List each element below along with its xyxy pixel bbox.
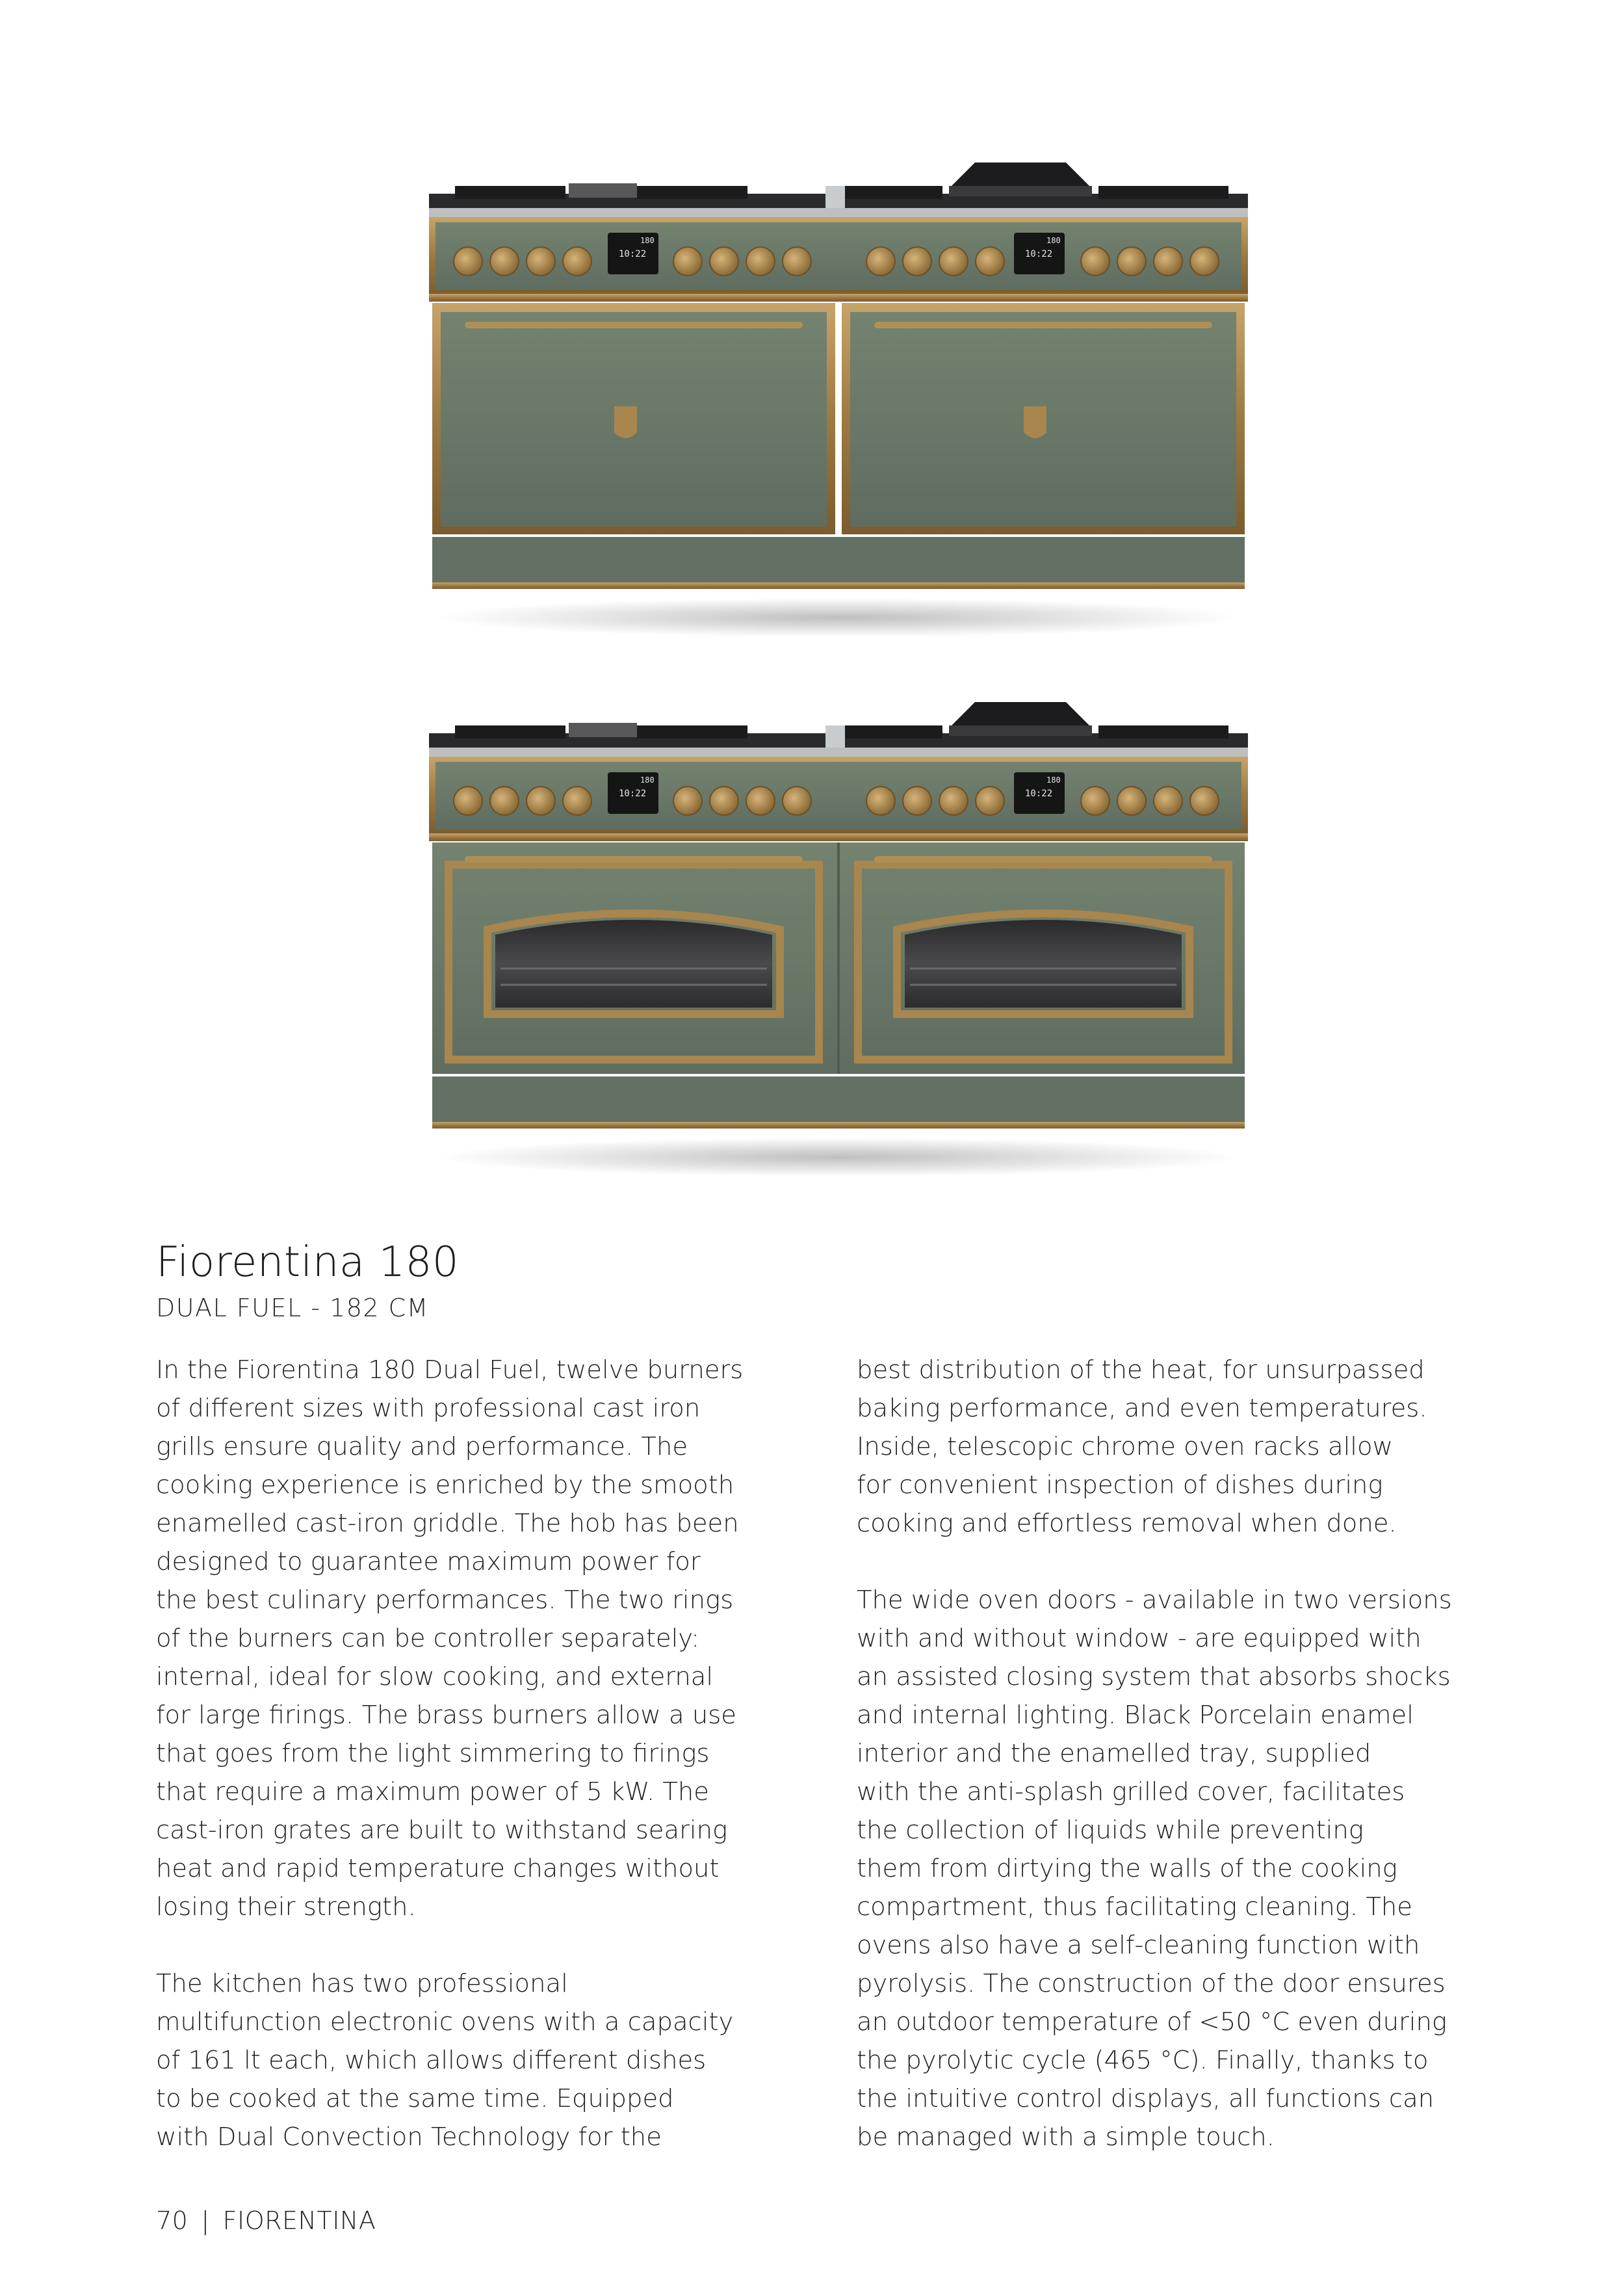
range-cooker-window-doors-image [416,689,1261,1209]
body-line: heat and rapid temperature changes without [156,1854,720,1883]
body-line: designed to guarantee maximum power for [156,1547,701,1576]
body-line: an outdoor temperature of <50 °C even during [857,2007,1448,2037]
body-line: with and without window - are equipped with [857,1624,1422,1653]
body-line: the intuitive control displays, all functions can [857,2084,1435,2113]
display-right-temp: 180 [1046,236,1061,245]
body-line: interior and the enamelled tray, supplied [857,1739,1371,1768]
body-right-column [857,1351,1513,2156]
body-line: of different sizes with professional cast iron [156,1394,701,1423]
display-right-time: 10:22 [1025,789,1053,799]
body-line: losing their strength. [156,1892,416,1922]
body-line: that require a maximum power of 5 kW. The [156,1777,709,1807]
body-line: an assisted closing system that absorbs shocks [857,1662,1451,1691]
body-line: Inside, telescopic chrome oven racks allow [857,1432,1394,1461]
body-line: The wide oven doors - available in two versions [857,1585,1452,1615]
footer-section: FIORENTINA [222,2206,376,2235]
body-line: the best culinary performances. The two rings [156,1585,734,1615]
display-right-temp: 180 [1046,776,1061,785]
display-left-temp: 180 [640,236,655,245]
body-line [857,1543,1513,1581]
display-left-time: 10:22 [619,249,647,259]
product-title: Fiorentina 180 [156,1238,460,1286]
page-number: 70 [156,2206,188,2235]
body-line: multifunction electronic ovens with a capacity [156,2007,734,2037]
footer-separator: | [201,2206,210,2235]
body-line: compartment, thus facilitating cleaning. The [857,1892,1412,1922]
body-line: the collection of liquids while preventing [857,1816,1364,1845]
body-line: of the burners can be controller separately: [156,1624,700,1653]
body-left-column [156,1351,812,2156]
display-left-temp: 180 [640,776,655,785]
display-left-time: 10:22 [619,789,647,799]
body-line: cast-iron grates are built to withstand searing [156,1816,728,1845]
body-line: be managed with a simple touch. [857,2122,1275,2152]
body-line: for convenient inspection of dishes during [857,1470,1383,1500]
body-line: the pyrolytic cycle (465 °C). Finally, thanks to [857,2046,1429,2075]
body-line: best distribution of the heat, for unsurpassed [857,1355,1425,1385]
body-line: them from dirtying the walls of the cooking [857,1854,1397,1883]
body-line: pyrolysis. The construction of the door ensures [857,1969,1446,1998]
body-line: cooking and effortless removal when done. [857,1509,1397,1538]
body-line: with the anti-splash grilled cover, facilitates [857,1777,1405,1807]
page-footer [156,2206,376,2235]
body-line: baking performance, and even temperatures. [857,1394,1427,1423]
body-line: In the Fiorentina 180 Dual Fuel, twelve burners [156,1355,744,1385]
body-line: internal, ideal for slow cooking, and external [156,1662,714,1691]
product-subtitle: DUAL FUEL - 182 CM [156,1294,429,1322]
body-line: that goes from the light simmering to firings [156,1739,710,1768]
body-line: to be cooked at the same time. Equipped [156,2084,674,2113]
body-line: enamelled cast-iron griddle. The hob has been [156,1509,739,1538]
body-line: and internal lighting. Black Porcelain enamel [857,1701,1414,1730]
body-line: grills ensure quality and performance. The [156,1432,688,1461]
body-line: for large firings. The brass burners allow a use [156,1701,736,1730]
body-line [156,1926,812,1964]
body-line: ovens also have a self-cleaning function with [857,1931,1420,1960]
body-line: cooking experience is enriched by the smooth [156,1470,734,1500]
display-right-time: 10:22 [1025,249,1053,259]
range-cooker-solid-doors-image [416,150,1261,670]
body-line: with Dual Convection Technology for the [156,2122,662,2152]
body-line: The kitchen has two professional [156,1969,568,1998]
body-line: of 161 lt each, which allows different dishes [156,2046,707,2075]
